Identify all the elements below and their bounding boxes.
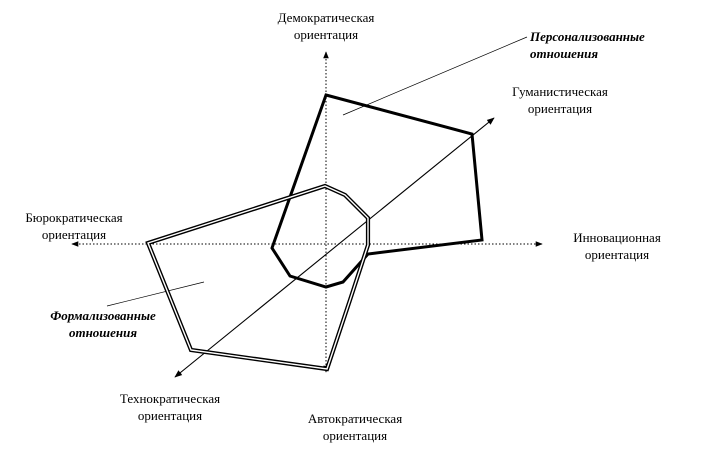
label-democratic: Демократическая ориентация [277, 10, 375, 42]
label-formalized: Формализованные отношения [50, 308, 156, 340]
label-personalized: Персонализованные отношения [530, 29, 645, 61]
label-technocratic: Технократическая ориентация [119, 391, 221, 423]
label-humanistic: Гуманистическая ориентация [512, 84, 608, 116]
formalized-profile [148, 186, 368, 369]
label-innovative: Инновационная ориентация [573, 230, 661, 262]
label-bureaucratic: Бюрократическая ориентация [25, 210, 123, 242]
label-autocratic: Автократическая ориентация [307, 411, 403, 443]
pointer-formalized [107, 282, 204, 306]
axis-technocratic-humanistic [175, 118, 494, 377]
